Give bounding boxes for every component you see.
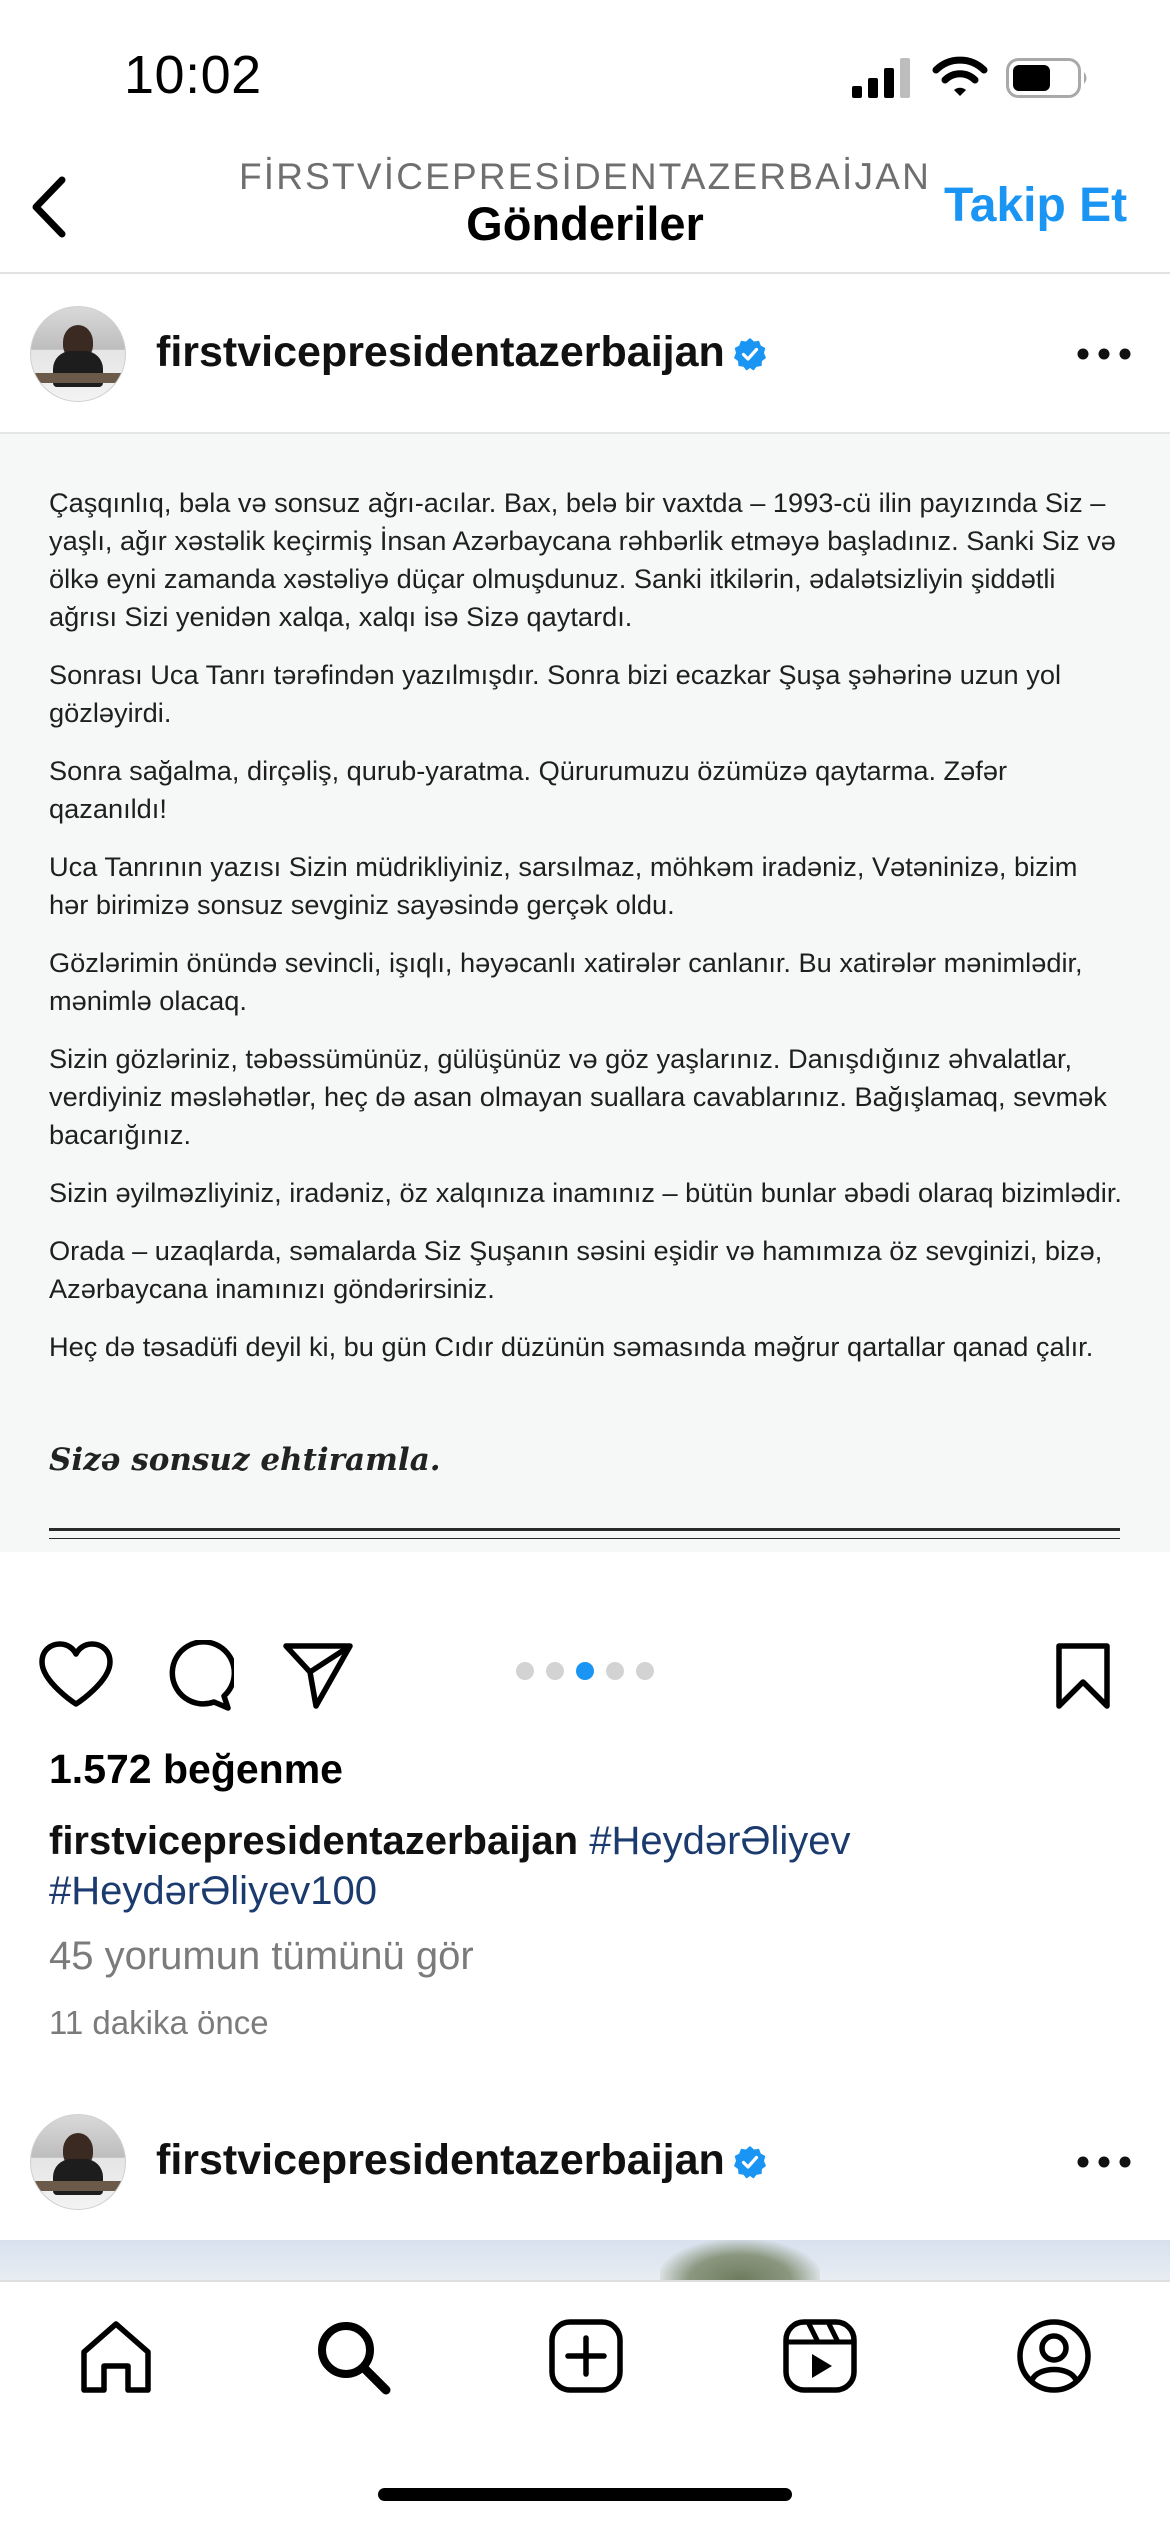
verified-badge-icon [733,2145,767,2179]
caption [49,1816,1109,1916]
status-time: 10:02 [124,45,262,105]
profile-icon[interactable] [1014,2316,1094,2396]
caption-username[interactable]: firstvicepresidentazerbaijan [49,1819,579,1863]
paragraph: Heç də təsadüfi deyil ki, bu gün Cıdır düzünün səmasında məğrur qartallar qanad çalır. [49,1331,1094,1362]
post-timestamp: 11 dakika önce [49,2004,269,2041]
paragraph: Uca Tanrının yazısı Sizin müdrikliyiniz, sarsılmaz, möhkəm iradəniz, Vətəninizə, bizim hər birimizə sonsuz sevginiz sayəsində gerçək oldu. [49,851,1078,920]
signature-line: Sizə sonsuz ehtiramla. [49,1442,441,1478]
wifi-icon [932,56,988,98]
carousel-indicator [516,1662,654,1680]
paragraph: Sizin əyilməzliyiniz, iradəniz, öz xalqınıza inamınız – bütün bunlar əbədi olaraq bizimlədir. [49,1177,1122,1208]
share-send-icon[interactable] [282,1640,354,1710]
bookmark-icon[interactable] [1054,1642,1112,1710]
carousel-dot [546,1662,564,1680]
home-indicator [378,2488,792,2501]
paragraph: Sonra sağalma, dirçəliş, qurub-yaratma. Qürurumuzu özümüzə qaytarma. Zəfər qazanıldı! [49,755,1008,824]
paragraph: Sonrası Uca Tanrı tərəfindən yazılmışdır. Sonra bizi ecazkar Şuşa şəhərinə uzun yol gözləyirdi. [49,659,1061,728]
paragraph: Gözlərimin önündə sevincli, işıqlı, həyəcanlı xatirələr canlanır. Bu xatirələr mənimlədir, mənimlə olacaq. [49,947,1083,1016]
view-all-comments-link[interactable]: 45 yorumun tümünü gör [49,1934,474,1978]
cellular-signal-icon [852,58,914,98]
carousel-dot-active [576,1662,594,1680]
post-username[interactable]: firstvicepresidentazerbaijan [156,328,725,376]
paragraph: Orada – uzaqlarda, səmalarda Siz Şuşanın səsini eşidir və hamımıza öz sevginizi, bizə, Azərbaycana inamınızı göndərirsiniz. [49,1235,1103,1304]
carousel-dot [606,1662,624,1680]
heart-icon[interactable] [36,1640,116,1710]
search-icon[interactable] [312,2316,392,2396]
post-image-text [49,484,1124,1386]
home-icon[interactable] [76,2316,156,2396]
carousel-dot [516,1662,534,1680]
follow-button[interactable]: Takip Et [944,179,1128,232]
next-post-image[interactable] [0,2240,1170,2280]
more-options-icon[interactable] [1076,347,1132,361]
battery-icon [1006,58,1090,98]
avatar[interactable] [30,2114,126,2210]
divider-rule [49,1528,1120,1531]
page-title: Gönderiler [466,197,704,250]
likes-count[interactable]: 1.572 beğenme [49,1746,343,1792]
header-divider [0,272,1170,274]
hashtag[interactable]: #HeydərƏliyev [589,1819,851,1863]
verified-badge-icon [733,337,767,371]
paragraph: Çaşqınlıq, bəla və sonsuz ağrı-acılar. Bax, belə bir vaxtda – 1993-cü ilin payızında Siz – yaşlı, ağır xəstəlik keçirmiş İnsan Azərbaycana rəhbərlik etməyə başladınız. Sanki Siz və ölkə eyni zamanda xəstəliyə düçar olmuşdunuz. Sanki itkilərin, ədalətsizliyin şiddətli ağrısı Sizi yenidən xalqa, xalqı isə Sizə qaytardı. [49,487,1116,632]
header-username: FİRSTVİCEPRESİDENTAZERBAİJAN [238,156,932,197]
carousel-dot [636,1662,654,1680]
paragraph: Sizin gözləriniz, təbəssümünüz, gülüşünüz və göz yaşlarınız. Danışdığınız əhvalatlar, verdiyiniz məsləhətlər, heç də asan olmayan suallara cavablarınız. Bağışlamaq, sevmək bacarığınız. [49,1043,1107,1150]
more-options-icon[interactable] [1076,2155,1132,2169]
avatar[interactable] [30,306,126,402]
divider-rule [49,1538,1120,1539]
create-icon[interactable] [546,2316,626,2396]
hashtag[interactable]: #HeydərƏliyev100 [49,1869,378,1913]
next-post-image-detail [660,2240,820,2280]
reels-icon[interactable] [780,2316,860,2396]
post-username[interactable]: firstvicepresidentazerbaijan [156,2136,725,2184]
comment-icon[interactable] [162,1640,234,1712]
